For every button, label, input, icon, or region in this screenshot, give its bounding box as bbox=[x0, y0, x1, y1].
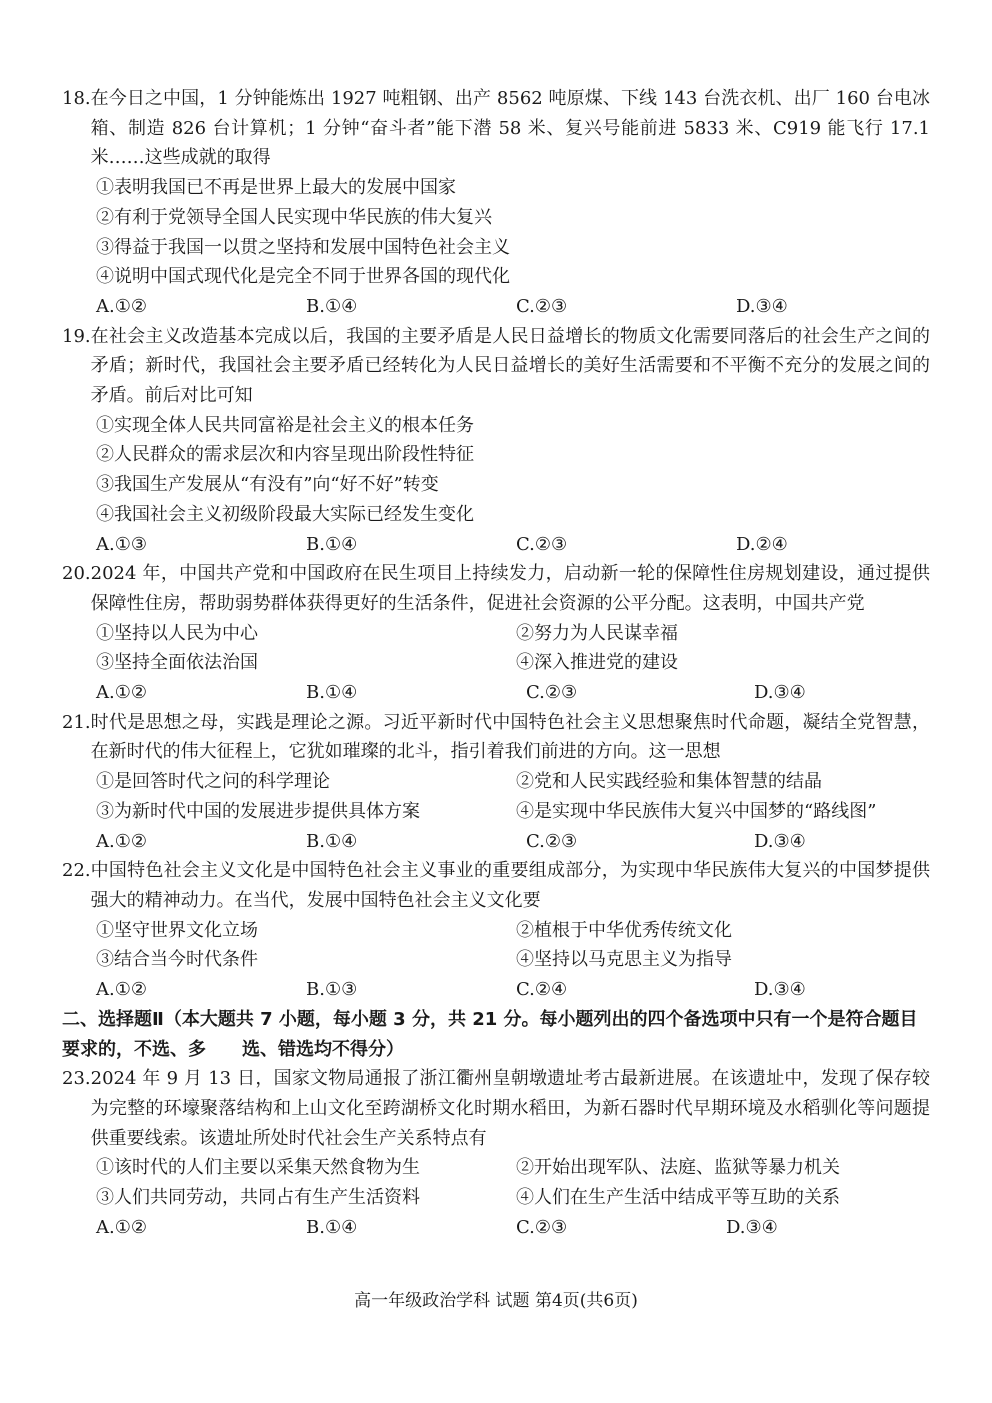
answer-choices bbox=[62, 975, 930, 1005]
answer-choices bbox=[62, 678, 930, 708]
option-row bbox=[62, 916, 930, 946]
option-4: ④坚持以马克思主义为指导 bbox=[516, 949, 732, 971]
option-3: ③人们共同劳动，共同占有生产生活资料 bbox=[96, 1187, 420, 1209]
option-2: ②努力为人民谋幸福 bbox=[516, 622, 678, 644]
option-row bbox=[62, 648, 930, 678]
option-4: ④我国社会主义初级阶段最大实际已经发生变化 bbox=[96, 503, 474, 525]
option-2: ②开始出现军队、法庭、监狱等暴力机关 bbox=[516, 1157, 840, 1179]
choice-c: C.②③ bbox=[516, 295, 568, 317]
question-19 bbox=[62, 322, 930, 560]
option-3: ③坚持全面依法治国 bbox=[96, 652, 258, 674]
question-stem bbox=[62, 708, 930, 767]
question-number: 23. bbox=[62, 1068, 91, 1090]
question-18 bbox=[62, 84, 930, 322]
page-footer: 高一年级政治学科 试题 第4页(共6页) bbox=[354, 1291, 638, 1311]
question-text: 2024 年 9 月 13 日，国家文物局通报了浙江衢州皇朝墩遗址考古最新进展。在该遗址中，发现了保存较为完整的环壕聚落结构和上山文化至跨湖桥文化时期水稻田，为新石器时代早期环境及水稻驯化等问题提供重要线索。该遗址所处时代社会生产关系特点有 bbox=[90, 1068, 930, 1149]
question-number: 18. bbox=[62, 88, 91, 109]
choice-c: C.②③ bbox=[526, 682, 578, 704]
choice-c: C.②③ bbox=[516, 533, 568, 555]
question-23 bbox=[62, 1064, 930, 1242]
choice-a: A.①③ bbox=[96, 533, 147, 555]
question-21 bbox=[62, 708, 930, 857]
answer-choices bbox=[62, 1213, 930, 1243]
choice-a: A.①② bbox=[96, 295, 147, 317]
choice-b: B.①④ bbox=[306, 295, 358, 317]
option-2: ②植根于中华优秀传统文化 bbox=[516, 919, 732, 941]
section-heading: 二、选择题Ⅱ（本大题共 7 小题，每小题 3 分，共 21 分。每小题列出的四个备选项中只有一个是符合题目要求的，不选、多 选、错选均不得分） bbox=[62, 1008, 918, 1060]
choice-b: B.①④ bbox=[306, 533, 358, 555]
question-text: 2024 年，中国共产党和中国政府在民生项目上持续发力，启动新一轮的保障性住房规划建设，通过提供保障性住房，帮助弱势群体获得更好的生活条件，促进社会资源的公平分配。这表明，中国共产党 bbox=[90, 563, 930, 614]
option-row bbox=[62, 1153, 930, 1183]
question-stem bbox=[62, 1064, 930, 1153]
question-text: 中国特色社会主义文化是中国特色社会主义事业的重要组成部分，为实现中华民族伟大复兴的中国梦提供强大的精神动力。在当代，发展中国特色社会主义文化要 bbox=[90, 860, 930, 911]
question-number: 22. bbox=[62, 860, 91, 882]
answer-choices bbox=[62, 530, 930, 560]
choice-d: D.②④ bbox=[736, 533, 788, 555]
question-text: 在今日之中国，1 分钟能炼出 1927 吨粗钢、出产 8562 吨原煤、下线 143 台洗衣机、出厂 160 台电冰箱、制造 826 台计算机；1 分钟“奋斗者”能下潜 58 米、复兴号能前进 5833 米、C919 能飞行 17.1 米……这些成就的取得 bbox=[90, 88, 930, 169]
question-number: 20. bbox=[62, 563, 91, 585]
option-3: ③我国生产发展从“有没有”向“好不好”转变 bbox=[96, 474, 439, 496]
choice-a: A.①② bbox=[96, 830, 147, 852]
choice-d: D.③④ bbox=[736, 295, 788, 317]
option-1: ①坚守世界文化立场 bbox=[96, 919, 258, 941]
choice-c: C.②④ bbox=[516, 979, 568, 1001]
choice-a: A.①② bbox=[96, 682, 147, 704]
choice-b: B.①③ bbox=[306, 979, 358, 1001]
question-stem bbox=[62, 84, 930, 173]
option-3: ③得益于我国一以贯之坚持和发展中国特色社会主义 bbox=[96, 236, 510, 258]
option-row bbox=[62, 1183, 930, 1213]
question-stem bbox=[62, 856, 930, 915]
option-row bbox=[62, 619, 930, 649]
option-2: ②党和人民实践经验和集体智慧的结晶 bbox=[516, 771, 822, 793]
option-1: ①坚持以人民为中心 bbox=[96, 622, 258, 644]
option-2: ②有利于党领导全国人民实现中华民族的伟大复兴 bbox=[96, 206, 492, 228]
choice-d: D.③④ bbox=[726, 1216, 778, 1238]
question-text: 在社会主义改造基本完成以后，我国的主要矛盾是人民日益增长的物质文化需要同落后的社会生产之间的矛盾；新时代，我国社会主要矛盾已经转化为人民日益增长的美好生活需要和不平衡不充分的发展之间的矛盾。前后对比可知 bbox=[90, 325, 930, 407]
option-row bbox=[62, 797, 930, 827]
choice-a: A.①② bbox=[96, 979, 147, 1001]
question-number: 19. bbox=[62, 325, 91, 347]
option-1: ①表明我国已不再是世界上最大的发展中国家 bbox=[96, 177, 456, 199]
option-1: ①实现全体人民共同富裕是社会主义的根本任务 bbox=[96, 414, 474, 436]
page-content bbox=[62, 84, 930, 1242]
option-4: ④是实现中华民族伟大复兴中国梦的“路线图” bbox=[516, 800, 877, 822]
option-2: ②人民群众的需求层次和内容呈现出阶段性特征 bbox=[96, 444, 474, 466]
choice-d: D.③④ bbox=[754, 682, 806, 704]
question-text: 时代是思想之母，实践是理论之源。习近平新时代中国特色社会主义思想聚焦时代命题，凝结全党智慧，在新时代的伟大征程上，它犹如璀璨的北斗，指引着我们前进的方向。这一思想 bbox=[90, 711, 930, 763]
option-3: ③为新时代中国的发展进步提供具体方案 bbox=[96, 800, 420, 822]
choice-b: B.①④ bbox=[306, 1216, 358, 1238]
choice-c: C.②③ bbox=[526, 830, 578, 852]
question-stem bbox=[62, 559, 930, 618]
choice-d: D.③④ bbox=[754, 830, 806, 852]
answer-choices bbox=[62, 827, 930, 857]
option-1: ①该时代的人们主要以采集天然食物为生 bbox=[96, 1157, 420, 1179]
choice-b: B.①④ bbox=[306, 682, 358, 704]
question-stem bbox=[62, 322, 930, 411]
option-4: ④说明中国式现代化是完全不同于世界各国的现代化 bbox=[96, 266, 510, 288]
answer-choices bbox=[62, 292, 930, 322]
question-20 bbox=[62, 559, 930, 708]
option-row bbox=[62, 945, 930, 975]
option-4: ④深入推进党的建设 bbox=[516, 652, 678, 674]
option-row bbox=[62, 767, 930, 797]
question-number: 21. bbox=[62, 711, 91, 733]
question-22 bbox=[62, 856, 930, 1005]
choice-b: B.①④ bbox=[306, 830, 358, 852]
option-4: ④人们在生产生活中结成平等互助的关系 bbox=[516, 1187, 840, 1209]
choice-c: C.②③ bbox=[516, 1216, 568, 1238]
option-1: ①是回答时代之问的科学理论 bbox=[96, 771, 330, 793]
choice-d: D.③④ bbox=[754, 979, 806, 1001]
choice-a: A.①② bbox=[96, 1216, 147, 1238]
option-3: ③结合当今时代条件 bbox=[96, 949, 258, 971]
